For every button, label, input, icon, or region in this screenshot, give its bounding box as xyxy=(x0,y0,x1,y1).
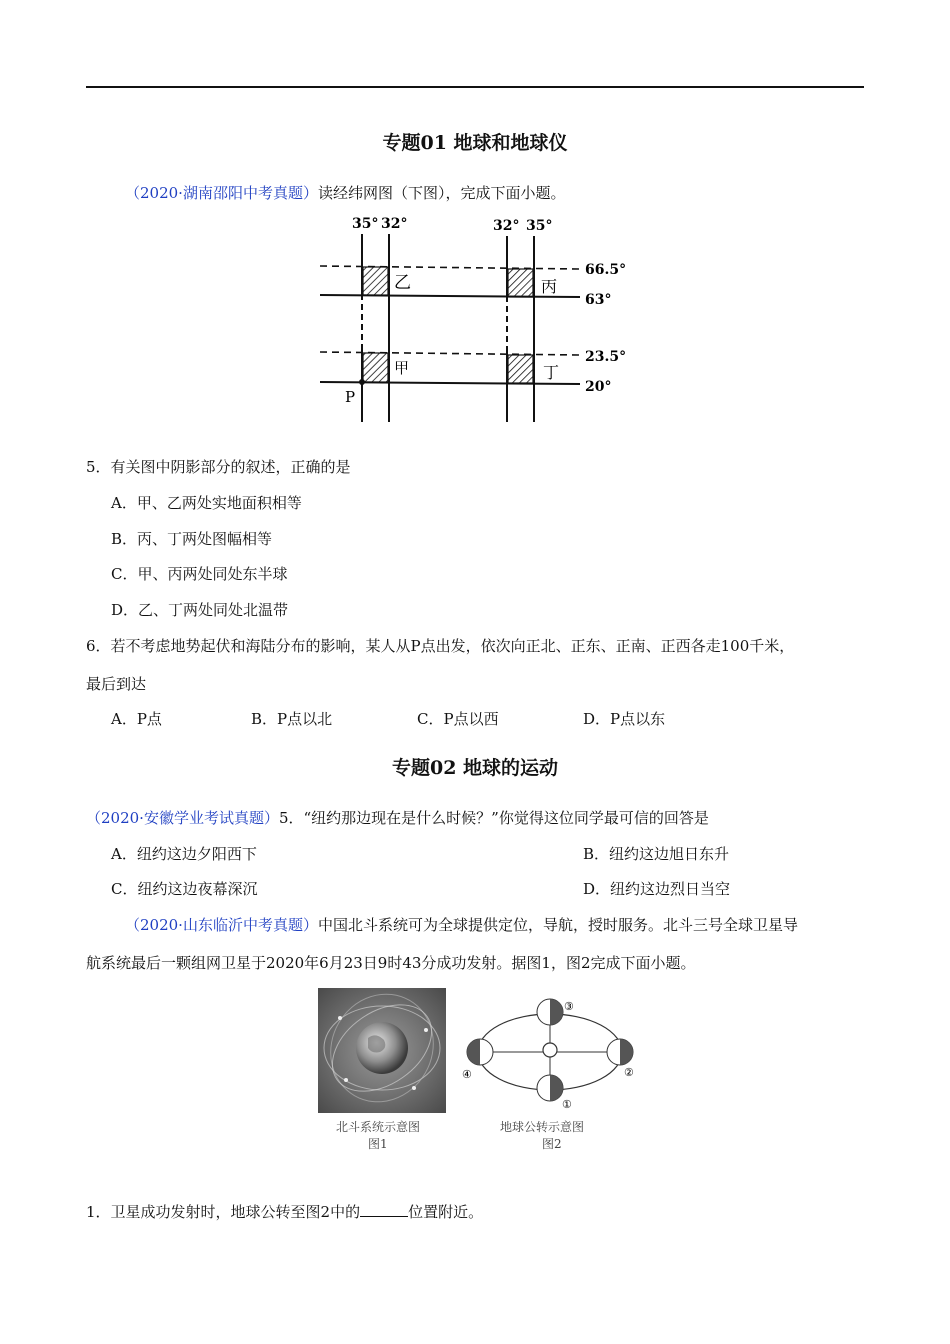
lon-label: 32° xyxy=(381,216,408,232)
fig1-caption-label: 图1 xyxy=(368,1137,388,1151)
q5-option-c: C．甲、丙两处同处东半球 xyxy=(111,565,288,583)
cell-label: 丙 xyxy=(541,277,558,296)
lat-label: 20° xyxy=(585,379,612,395)
cell-label: 乙 xyxy=(394,273,411,293)
lat-label: 63° xyxy=(585,292,612,308)
q6-option-a: A．P点 xyxy=(111,710,162,728)
q6-stem: 6．若不考虑地势起伏和海陆分布的影响，某人从P点出发，依次向正北、正东、正南、正西各走100千米， xyxy=(86,637,795,655)
header-rule xyxy=(86,86,864,88)
s2-q5-stem xyxy=(86,807,709,828)
stem-text-a: 1．卫星成功发射时，地球公转至图2中的 xyxy=(86,1203,361,1221)
orbit-marker: ① xyxy=(562,1098,572,1111)
section1-intro xyxy=(125,182,565,203)
s2-q5-option-a: A．纽约这边夕阳西下 xyxy=(111,845,257,863)
source-tag: （2020·山东临沂中考真题） xyxy=(125,916,318,934)
source-tag: （2020·安徽学业考试真题） xyxy=(86,809,279,827)
passage-line-1 xyxy=(125,914,798,935)
orbit-marker: ④ xyxy=(462,1068,472,1081)
q6-option-d: D．P点以东 xyxy=(583,710,666,728)
passage-line-2: 航系统最后一颗组网卫星于2020年6月23日9时43分成功发射。据图1，图2完成下面小题。 xyxy=(86,954,696,972)
q6-stem-cont: 最后到达 xyxy=(86,675,147,693)
hatched-cell xyxy=(508,355,533,383)
q5-option-d: D．乙、丁两处同处北温带 xyxy=(111,601,289,619)
orbit-marker: ② xyxy=(624,1066,634,1079)
s2-q5-option-c: C．纽约这边夜幕深沉 xyxy=(111,880,258,898)
fig1-caption-title: 北斗系统示意图 xyxy=(336,1120,421,1134)
lon-label: 35° xyxy=(526,218,553,234)
q5-option-a: A．甲、乙两处实地面积相等 xyxy=(111,494,302,512)
stem-text-b: 位置附近。 xyxy=(408,1203,484,1221)
beidou-figure xyxy=(318,988,446,1113)
cell-label: 丁 xyxy=(543,363,560,382)
hatched-cell xyxy=(363,267,388,295)
section1-title: 专题01 地球和地球仪 xyxy=(382,132,568,154)
fig2-caption-label: 图2 xyxy=(542,1137,562,1151)
s2-q1-stem xyxy=(86,1201,483,1222)
lat-label: 66.5° xyxy=(585,262,627,278)
passage-text: 中国北斗系统可为全球提供定位，导航，授时服务。北斗三号全球卫星导 xyxy=(317,916,798,934)
s2-q5-option-b: B．纽约这边旭日东升 xyxy=(583,845,730,863)
answer-blank xyxy=(360,1202,408,1217)
lon-label: 35° xyxy=(352,216,379,232)
lat-label: 23.5° xyxy=(585,349,627,365)
section2-title: 专题02 地球的运动 xyxy=(391,757,559,779)
stem-text: 5．“纽约那边现在是什么时候？”你觉得这位同学最可信的回答是 xyxy=(278,809,709,827)
orbit-marker: ③ xyxy=(564,1000,574,1013)
lon-label: 32° xyxy=(493,218,520,234)
q6-option-b: B．P点以北 xyxy=(251,710,333,728)
point-label: P xyxy=(345,388,356,406)
s2-q5-option-d: D．纽约这边烈日当空 xyxy=(583,880,731,898)
hatched-cell xyxy=(508,269,533,297)
hatched-cell xyxy=(363,353,388,382)
q5-stem: 5．有关图中阴影部分的叙述，正确的是 xyxy=(86,458,351,476)
source-tag: （2020·湖南邵阳中考真题） xyxy=(125,184,318,202)
revolution-figure xyxy=(460,990,640,1115)
intro-text: 读经纬网图（下图），完成下面小题。 xyxy=(317,184,566,202)
q5-option-b: B．丙、丁两处图幅相等 xyxy=(111,530,273,548)
q6-option-c: C．P点以西 xyxy=(417,710,499,728)
graticule-figure xyxy=(315,212,635,424)
fig2-caption-title: 地球公转示意图 xyxy=(500,1120,585,1134)
cell-label: 甲 xyxy=(394,359,410,377)
